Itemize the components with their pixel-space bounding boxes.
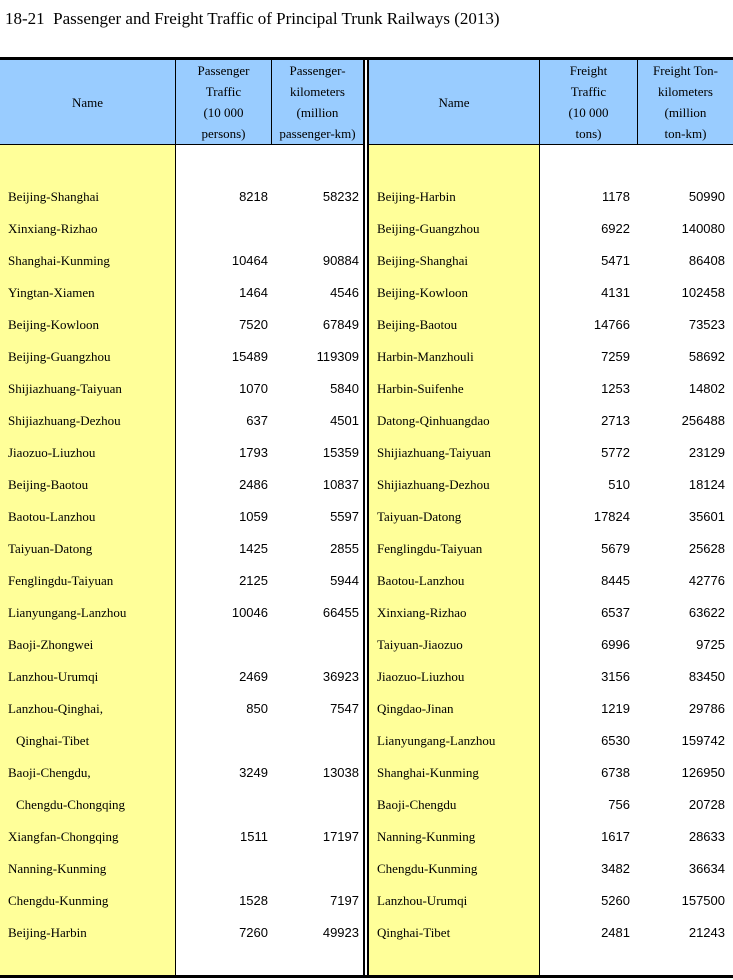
traffic-value-cell: 850 [246,701,268,716]
traffic-value-cell: 3482 [601,861,630,876]
traffic-value-cell: 1425 [239,541,268,556]
passenger-table-body [0,145,363,975]
railway-name-cell: Xinxiang-Rizhao [8,221,98,236]
traffic-value-cell: 1464 [239,285,268,300]
km-value-cell: 140080 [681,221,725,236]
traffic-value-cell: 2486 [239,477,268,492]
passenger-km-header [272,60,363,144]
passenger-traffic-header [176,60,272,144]
traffic-value-cell: 2713 [601,413,630,428]
km-value-cell: 67849 [322,317,359,332]
railway-name-cell: Beijing-Shanghai [377,253,468,268]
header-line: ton-km) [664,126,707,141]
km-value-cell: 5944 [330,573,359,588]
railway-name-cell: Taiyuan-Datong [377,509,462,524]
freight-table [369,60,733,975]
traffic-value-cell: 5679 [601,541,630,556]
km-value-cell: 63622 [688,605,725,620]
railway-name-cell: Qinghai-Tibet [377,925,451,940]
railway-name-cell: Xiangfan-Chongqing [8,829,119,844]
km-value-cell: 5840 [330,381,359,396]
railway-name-cell: Lanzhou-Qinghai, [8,701,103,716]
traffic-value-cell: 1617 [601,829,630,844]
railway-name-cell: Beijing-Harbin [377,189,456,204]
km-value-cell: 35601 [688,509,725,524]
header-line: Traffic [570,84,607,99]
km-value-cell: 25628 [688,541,725,556]
railway-name-cell: Lianyungang-Lanzhou [377,733,496,748]
railway-name-cell: Jiaozuo-Liuzhou [377,669,465,684]
traffic-value-cell: 1528 [239,893,268,908]
railway-name-cell: Beijing-Shanghai [8,189,99,204]
railway-name-cell: Lanzhou-Urumqi [377,893,468,908]
railway-name-cell: Baoji-Chengdu, [8,765,91,780]
railway-name-cell: Yingtan-Xiamen [8,285,95,300]
freight-table-body [369,145,733,975]
header-line: (million [296,105,339,120]
traffic-value-cell: 15489 [231,349,268,364]
railway-name-cell: Shanghai-Kunming [8,253,110,268]
km-value-cell [272,629,363,661]
km-value-cell: 7197 [330,893,359,908]
railway-name-cell: Shijiazhuang-Dezhou [8,413,121,428]
traffic-value-cell: 2125 [239,573,268,588]
railway-name-cell: Baotou-Lanzhou [8,509,96,524]
passenger-km-column [272,145,363,975]
railway-name-cell: Baoji-Chengdu [377,797,457,812]
km-value-cell: 49923 [322,925,359,940]
passenger-name-header: Name [0,60,176,144]
traffic-value-cell [176,789,272,821]
railway-name-cell: Beijing-Baotou [8,477,89,492]
railway-name-cell: Fenglingdu-Taiyuan [8,573,114,588]
passenger-table [0,60,363,975]
km-value-cell: 58232 [322,189,359,204]
km-value-cell: 14802 [688,381,725,396]
header-line: (million [664,105,707,120]
railway-name-cell: Beijing-Kowloon [8,317,99,332]
traffic-value-cell: 2469 [239,669,268,684]
traffic-value-cell: 7520 [239,317,268,332]
railway-name-cell: Baoji-Zhongwei [8,637,94,652]
passenger-table-header [0,60,363,145]
header-line: (10 000 [568,105,609,120]
railway-name-cell: Chengdu-Kunming [8,893,109,908]
traffic-value-cell [176,853,272,885]
traffic-value-cell: 510 [608,477,630,492]
railway-name-cell: Chengdu-Kunming [377,861,478,876]
header-line: Freight [569,63,608,78]
railway-traffic-table [0,57,733,978]
railway-name-cell: Qingdao-Jinan [377,701,454,716]
railway-name-cell: Qinghai-Tibet [16,733,90,748]
traffic-value-cell [176,213,272,245]
traffic-value-cell: 6530 [601,733,630,748]
km-value-cell: 9725 [696,637,725,652]
header-line: persons) [201,126,246,141]
km-value-cell: 86408 [688,253,725,268]
km-value-cell: 4546 [330,285,359,300]
km-value-cell: 18124 [688,477,725,492]
km-value-cell: 10837 [322,477,359,492]
railway-name-cell: Lanzhou-Urumqi [8,669,99,684]
railway-name-cell: Shanghai-Kunming [377,765,479,780]
km-value-cell [272,725,363,757]
railway-name-cell: Nanning-Kunming [377,829,476,844]
km-value-cell: 73523 [688,317,725,332]
km-value-cell: 17197 [322,829,359,844]
km-value-cell: 256488 [681,413,725,428]
railway-name-cell: Beijing-Kowloon [377,285,468,300]
railway-name-cell: Nanning-Kunming [8,861,107,876]
km-value-cell: 13038 [322,765,359,780]
km-value-cell: 102458 [681,285,725,300]
railway-name-cell: Fenglingdu-Taiyuan [377,541,483,556]
traffic-value-cell: 6738 [601,765,630,780]
traffic-value-cell: 5772 [601,445,630,460]
traffic-value-cell [176,725,272,757]
traffic-value-cell: 1219 [601,701,630,716]
km-value-cell [272,213,363,245]
km-value-cell: 15359 [322,445,359,460]
header-line: Freight Ton- [653,63,718,78]
km-value-cell: 36923 [322,669,359,684]
traffic-value-cell: 4131 [601,285,630,300]
km-value-cell: 36634 [688,861,725,876]
traffic-value-cell: 10464 [231,253,268,268]
km-value-cell: 20728 [688,797,725,812]
header-line: (10 000 [203,105,244,120]
traffic-value-cell: 6996 [601,637,630,652]
railway-name-cell: Jiaozuo-Liuzhou [8,445,96,460]
km-value-cell [272,789,363,821]
railway-name-cell: Baotou-Lanzhou [377,573,465,588]
header-line: kilometers [290,84,345,99]
traffic-value-cell: 756 [608,797,630,812]
km-value-cell: 90884 [322,253,359,268]
km-value-cell: 119309 [316,349,359,364]
header-line: Traffic [205,84,242,99]
freight-ton-km-column [638,145,733,975]
freight-name-column [369,145,540,975]
km-value-cell: 28633 [688,829,725,844]
km-value-cell: 58692 [688,349,725,364]
traffic-value-cell: 5471 [601,253,630,268]
railway-name-cell: Shijiazhuang-Dezhou [377,477,490,492]
km-value-cell: 42776 [688,573,725,588]
railway-name-cell: Harbin-Manzhouli [377,349,474,364]
railway-name-cell: Chengdu-Chongqing [16,797,126,812]
passenger-name-column [0,145,176,975]
railway-name-cell: Datong-Qinhuangdao [377,413,490,428]
km-value-cell: 4501 [330,413,359,428]
railway-name-cell: Lianyungang-Lanzhou [8,605,127,620]
freight-traffic-column [540,145,638,975]
traffic-value-cell: 3249 [239,765,268,780]
traffic-value-cell: 5260 [601,893,630,908]
railway-name-cell: Harbin-Suifenhe [377,381,464,396]
traffic-value-cell: 3156 [601,669,630,684]
traffic-value-cell: 637 [246,413,268,428]
header-line: passenger-km) [279,126,356,141]
km-value-cell: 29786 [688,701,725,716]
railway-name-cell: Xinxiang-Rizhao [377,605,467,620]
traffic-value-cell: 1793 [239,445,268,460]
km-value-cell: 21243 [688,925,725,940]
traffic-value-cell: 1070 [239,381,268,396]
traffic-value-cell: 2481 [601,925,630,940]
traffic-value-cell: 10046 [231,605,268,620]
km-value-cell: 50990 [688,189,725,204]
header-line: Passenger- [289,63,346,78]
traffic-value-cell: 6537 [601,605,630,620]
km-value-cell [272,853,363,885]
traffic-value-cell: 14766 [593,317,630,332]
header-line: tons) [575,126,602,141]
traffic-value-cell [176,629,272,661]
km-value-cell: 159742 [681,733,725,748]
traffic-value-cell: 1511 [240,829,268,844]
railway-name-cell: Shijiazhuang-Taiyuan [377,445,491,460]
km-value-cell: 126950 [681,765,725,780]
railway-name-cell: Beijing-Guangzhou [377,221,480,236]
railway-name-cell: Shijiazhuang-Taiyuan [8,381,122,396]
traffic-value-cell: 1178 [602,189,630,204]
km-value-cell: 157500 [681,893,725,908]
km-value-cell: 2855 [330,541,359,556]
railway-name-cell: Taiyuan-Datong [8,541,93,556]
traffic-value-cell: 8445 [601,573,630,588]
km-value-cell: 7547 [330,701,359,716]
freight-ton-km-header [638,60,733,144]
km-value-cell: 66455 [322,605,359,620]
km-value-cell: 23129 [688,445,725,460]
km-value-cell: 83450 [688,669,725,684]
railway-name-cell: Taiyuan-Jiaozuo [377,637,463,652]
railway-name-cell: Beijing-Baotou [377,317,458,332]
traffic-value-cell: 1059 [239,509,268,524]
traffic-value-cell: 1253 [601,381,630,396]
railway-name-cell: Beijing-Guangzhou [8,349,111,364]
freight-table-header [369,60,733,145]
freight-traffic-header [540,60,638,144]
traffic-value-cell: 8218 [239,189,268,204]
traffic-value-cell: 17824 [593,509,630,524]
header-line: kilometers [658,84,713,99]
page-title: 18-21 Passenger and Freight Traffic of Principal Trunk Railways (2013) [5,9,500,28]
traffic-value-cell: 6922 [601,221,630,236]
passenger-traffic-column [176,145,272,975]
railway-name-cell: Beijing-Harbin [8,925,87,940]
traffic-value-cell: 7260 [239,925,268,940]
km-value-cell: 5597 [330,509,359,524]
header-line: Passenger [197,63,250,78]
freight-name-header: Name [369,60,540,144]
traffic-value-cell: 7259 [601,349,630,364]
